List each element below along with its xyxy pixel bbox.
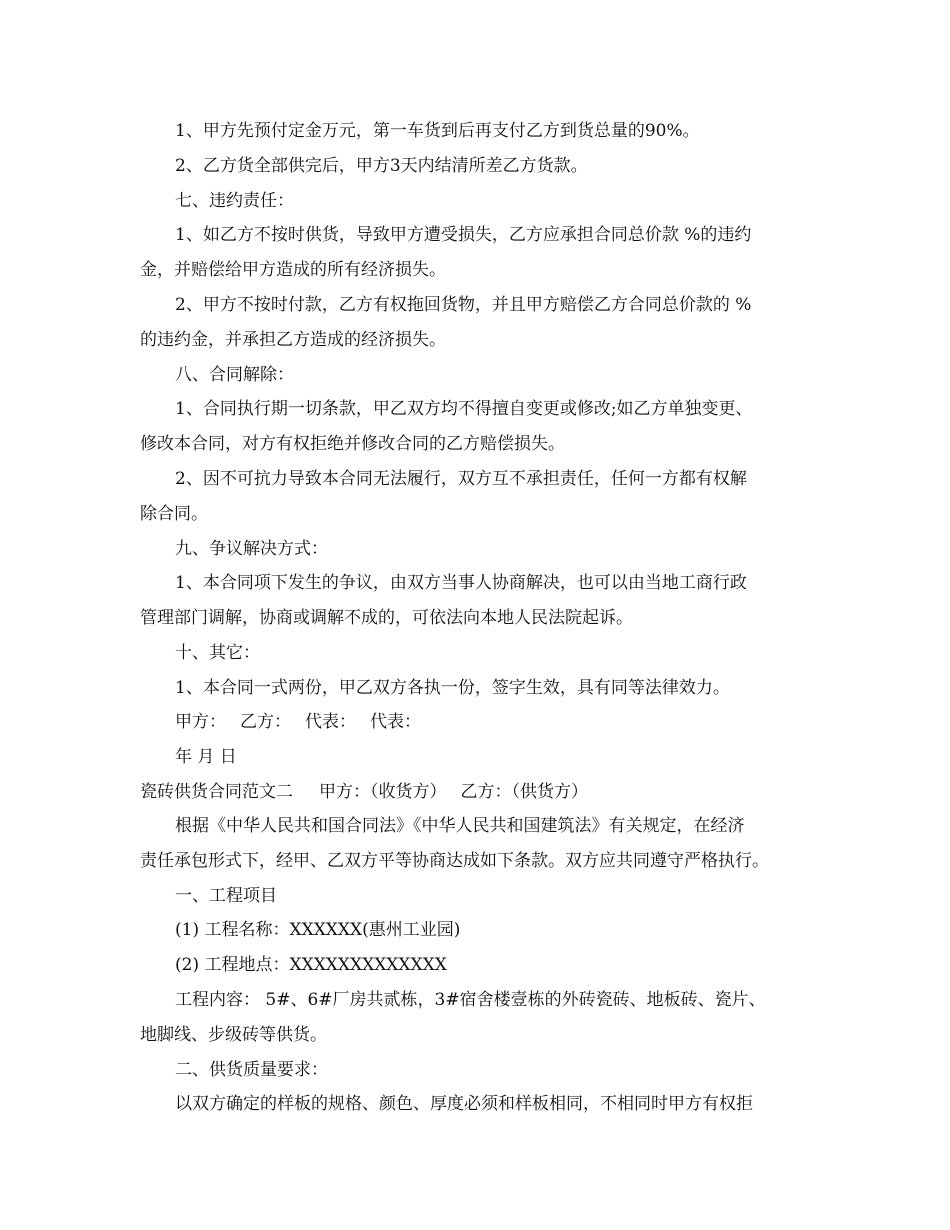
section-heading: 九、争议解决方式：: [175, 539, 328, 559]
section-heading: 七、违约责任：: [175, 191, 294, 211]
paragraph-line: 2、甲方不按时付款，乙方有权拖回货物，并且甲方赔偿乙方合同总价款的 %: [175, 295, 752, 315]
paragraph-line: 工程内容： 5#、6#厂房共贰栋，3#宿舍楼壹栋的外砖瓷砖、地板砖、瓷片、: [175, 990, 766, 1010]
paragraph-line: (2) 工程地点：XXXXXXXXXXXXX: [175, 955, 447, 975]
paragraph-line: 2、因不可抗力导致本合同无法履行，双方互不承担责任，任何一方都有权解: [175, 469, 747, 489]
paragraph-line: 管理部门调解，协商或调解不成的，可依法向本地人民法院起诉。: [140, 608, 633, 628]
rep-b-label: 代表：: [370, 712, 421, 732]
signature-line: [175, 711, 421, 733]
paragraph-line: 责任承包形式下，经甲、乙双方平等协商达成如下条款。双方应共同遵守严格执行。: [140, 851, 769, 871]
second-party-a: 甲方：（收货方）: [319, 782, 447, 802]
paragraph-line: 以双方确定的样板的规格、颜色、厚度必须和样板相同，不相同时甲方有权拒: [175, 1094, 753, 1114]
section-heading: 二、供货质量要求：: [175, 1060, 328, 1080]
section-heading: 一、工程项目: [175, 886, 277, 906]
paragraph-line: 1、甲方先预付定金万元，第一车货到后再支付乙方到货总量的90%。: [175, 121, 700, 141]
paragraph-line: 修改本合同，对方有权拒绝并修改合同的乙方赔偿损失。: [140, 434, 565, 454]
paragraph-line: 1、如乙方不按时供货，导致甲方遭受损失，乙方应承担合同总价款 %的违约: [175, 225, 752, 245]
date-line: 年 月 日: [175, 747, 237, 767]
paragraph-line: 金，并赔偿给甲方造成的所有经济损失。: [140, 260, 446, 280]
rep-a-label: 代表：: [305, 712, 356, 732]
paragraph-line: 地脚线、步级砖等供货。: [140, 1025, 327, 1045]
paragraph-line: 1、合同执行期一切条款，甲乙双方均不得擅自变更或修改;如乙方单独变更、: [175, 399, 753, 419]
paragraph-line: 除合同。: [140, 504, 208, 524]
party-b-label: 乙方：: [240, 712, 291, 732]
section-heading: 十、其它：: [175, 643, 260, 663]
paragraph-line: 的违约金，并承担乙方造成的经济损失。: [140, 330, 446, 350]
second-party-b: 乙方：（供货方）: [460, 782, 588, 802]
paragraph-line: 1、本合同一式两份，甲乙双方各执一份，签字生效，具有同等法律效力。: [175, 678, 730, 698]
paragraph-line: 2、乙方货全部供完后，甲方3天内结清所差乙方货款。: [175, 156, 588, 176]
paragraph-line: 根据《中华人民共和国合同法》《中华人民共和国建筑法》有关规定，在经济: [175, 816, 745, 836]
party-a-label: 甲方：: [175, 712, 226, 732]
paragraph-line: (1) 工程名称：XXXXXX(惠州工业园): [175, 920, 461, 940]
paragraph-line: 1、本合同项下发生的争议，由双方当事人协商解决，也可以由当地工商行政: [175, 573, 747, 593]
section-heading: 八、合同解除：: [175, 365, 294, 385]
second-contract-title: 瓷砖供货合同范文二: [140, 782, 293, 802]
second-contract-title-line: [140, 781, 588, 803]
